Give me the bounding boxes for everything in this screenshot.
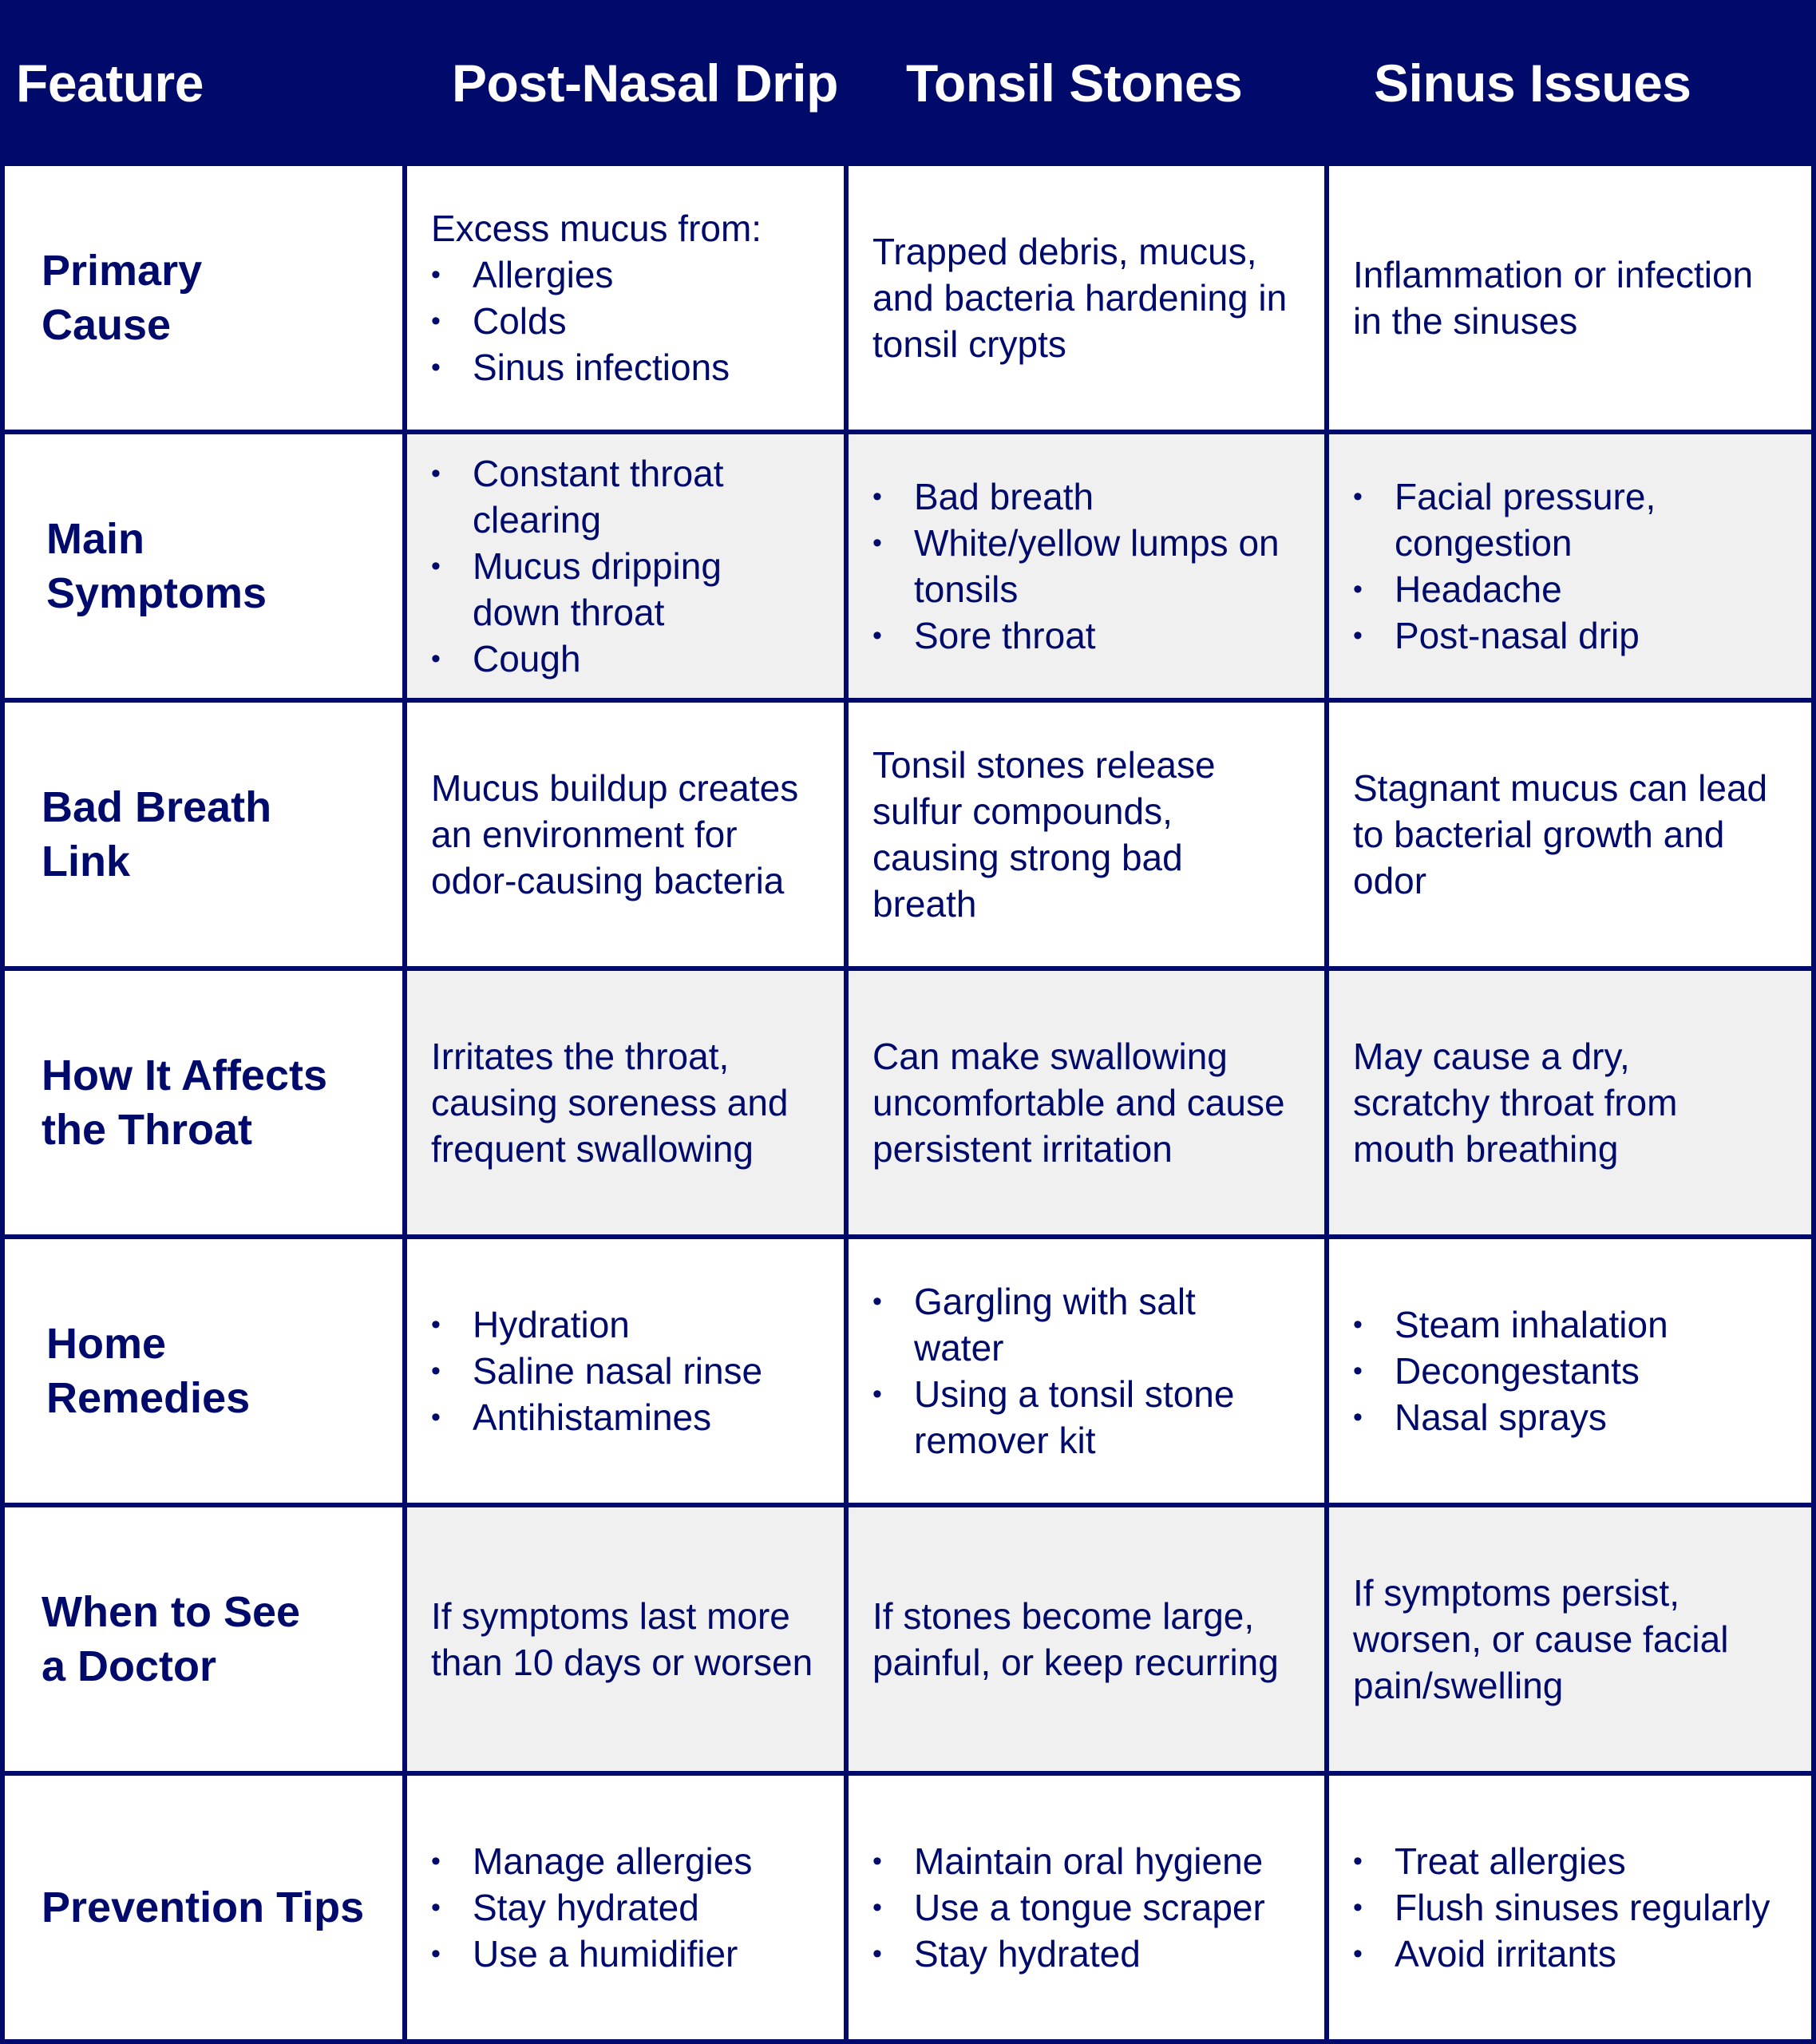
bullet-list: [431, 450, 828, 682]
list-item: • Saline nasal rinse: [431, 1348, 828, 1394]
list-item: • Bad breath: [872, 473, 1308, 520]
list-item: • Stay hydrated: [872, 1931, 1308, 1977]
row-label-primary-cause: Primary Cause: [0, 166, 407, 434]
list-item: • Antihistamines: [431, 1394, 828, 1440]
row-label-bad-breath-link: Bad Breath Link: [0, 703, 407, 971]
cell-throat-post-nasal-drip: Irritates the throat, causing soreness and frequent swallowing: [407, 971, 849, 1239]
cell-home-remedies-sinus-issues: [1329, 1239, 1816, 1507]
list-item: • Cough: [431, 636, 828, 682]
cell-throat-sinus-issues: May cause a dry, scratchy throat from mouth breathing: [1329, 971, 1816, 1239]
list-item: • Facial pressure, congestion: [1353, 473, 1795, 566]
row-label-prevention-tips: Prevention Tips: [0, 1776, 407, 2044]
header-post-nasal-drip: Post-Nasal Drip: [407, 0, 849, 166]
cell-prevention-sinus-issues: [1329, 1776, 1816, 2044]
list-item: • Steam inhalation: [1353, 1301, 1795, 1348]
list-item: • Stay hydrated: [431, 1884, 828, 1931]
list-item: • Decongestants: [1353, 1348, 1795, 1394]
bullet-list: [872, 1278, 1308, 1464]
cell-main-symptoms-tonsil-stones: [849, 434, 1329, 703]
cell-doctor-sinus-issues: If symptoms persist, worsen, or cause facial pain/swelling: [1329, 1507, 1816, 1776]
list-item: • Hydration: [431, 1301, 828, 1348]
bullet-list: [872, 1838, 1308, 1977]
header-sinus-issues: Sinus Issues: [1329, 0, 1816, 166]
bullet-list: [431, 252, 828, 390]
header-feature: Feature: [0, 0, 407, 166]
cell-bad-breath-link-tonsil-stones: Tonsil stones release sulfur compounds, causing strong bad breath: [849, 703, 1329, 971]
row-label-main-symptoms: Main Symptoms: [0, 434, 407, 703]
list-item: • Allergies: [431, 252, 828, 298]
list-item: • Sinus infections: [431, 344, 828, 390]
list-item: • Post-nasal drip: [1353, 612, 1795, 659]
list-item: • Maintain oral hygiene: [872, 1838, 1308, 1884]
cell-primary-cause-tonsil-stones: Trapped debris, mucus, and bacteria hardening in tonsil crypts: [849, 166, 1329, 434]
list-item: • Colds: [431, 298, 828, 344]
cell-throat-tonsil-stones: Can make swallowing uncomfortable and cause persistent irritation: [849, 971, 1329, 1239]
list-item: • Sore throat: [872, 612, 1308, 659]
row-label-how-it-affects-the-throat: How It Affects the Throat: [0, 971, 407, 1239]
header-tonsil-stones: Tonsil Stones: [849, 0, 1329, 166]
cell-primary-cause-post-nasal-drip: [407, 166, 849, 434]
list-item: • Manage allergies: [431, 1838, 828, 1884]
cell-doctor-tonsil-stones: If stones become large, painful, or keep recurring: [849, 1507, 1329, 1776]
list-item: • Nasal sprays: [1353, 1394, 1795, 1440]
list-item: • Use a humidifier: [431, 1931, 828, 1977]
cell-bad-breath-link-post-nasal-drip: Mucus buildup creates an environment for odor-causing bacteria: [407, 703, 849, 971]
bullet-list: [872, 473, 1308, 659]
list-item: • Mucus dripping down throat: [431, 543, 828, 636]
cell-home-remedies-tonsil-stones: [849, 1239, 1329, 1507]
cell-main-symptoms-sinus-issues: [1329, 434, 1816, 703]
cell-bad-breath-link-sinus-issues: Stagnant mucus can lead to bacterial growth and odor: [1329, 703, 1816, 971]
list-item: • Treat allergies: [1353, 1838, 1795, 1884]
list-item: • Using a tonsil stone remover kit: [872, 1371, 1308, 1464]
cell-main-symptoms-post-nasal-drip: [407, 434, 849, 703]
list-item: • Headache: [1353, 566, 1795, 612]
bullet-list: [1353, 1301, 1795, 1440]
bullet-list: [431, 1838, 828, 1977]
cell-prevention-post-nasal-drip: [407, 1776, 849, 2044]
row-label-home-remedies: Home Remedies: [0, 1239, 407, 1507]
bullet-list: [1353, 1838, 1795, 1977]
list-item: • Use a tongue scraper: [872, 1884, 1308, 1931]
cell-doctor-post-nasal-drip: If symptoms last more than 10 days or worsen: [407, 1507, 849, 1776]
list-item: • Avoid irritants: [1353, 1931, 1795, 1977]
cell-intro: Excess mucus from:: [431, 208, 762, 249]
bullet-list: [431, 1301, 828, 1440]
cell-prevention-tonsil-stones: [849, 1776, 1329, 2044]
row-label-when-to-see-a-doctor: When to See a Doctor: [0, 1507, 407, 1776]
list-item: • Constant throat clearing: [431, 450, 828, 543]
list-item: • White/yellow lumps on tonsils: [872, 520, 1308, 612]
cell-primary-cause-sinus-issues: Inflammation or infection in the sinuses: [1329, 166, 1816, 434]
list-item: • Flush sinuses regularly: [1353, 1884, 1795, 1931]
cell-home-remedies-post-nasal-drip: [407, 1239, 849, 1507]
list-item: • Gargling with salt water: [872, 1278, 1308, 1371]
bullet-list: [1353, 473, 1795, 659]
